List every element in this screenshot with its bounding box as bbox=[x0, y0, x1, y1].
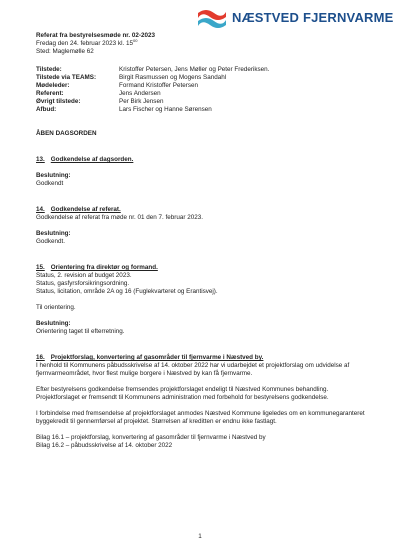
meeting-date-text: Fredag den 24. februar 2023 kl. 15 bbox=[36, 40, 133, 47]
attendance-row bbox=[36, 98, 366, 106]
meeting-date bbox=[36, 37, 366, 48]
attendance-value: Kristoffer Petersen, Jens Møller og Peter Frederiksen. bbox=[119, 66, 270, 73]
meeting-place: Sted: Maglemølle 62 bbox=[36, 48, 94, 55]
status-line: Status, licitation, område 2A og 16 (Fuglekvarteret og Erantisvej). bbox=[36, 288, 218, 295]
section-15-heading bbox=[36, 264, 366, 272]
attendance-value: Per Birk Jensen bbox=[119, 98, 164, 105]
decision-text: Godkendt bbox=[36, 180, 64, 187]
attendance-row bbox=[36, 66, 366, 74]
attachment-line: Bilag 16.1 – projektforslag, konvertering af gasområder til fjernvarme i Næstved by bbox=[36, 434, 266, 441]
page-number: 1 bbox=[198, 533, 202, 540]
attachment-line: Bilag 16.2 – påbudsskrivelse af 14. oktober 2022 bbox=[36, 442, 173, 449]
section-title: Godkendelse af referat. bbox=[50, 206, 121, 213]
attendance-label: Referent: bbox=[36, 90, 64, 97]
attendance-list bbox=[36, 66, 366, 114]
attendance-value: Jens Andersen bbox=[119, 90, 161, 97]
section-number: 14. bbox=[36, 206, 45, 213]
decision-text: Godkendt. bbox=[36, 238, 66, 245]
attendance-value: Formand Kristoffer Petersen bbox=[119, 82, 198, 89]
section-note: Til orientering. bbox=[36, 304, 76, 311]
section-paragraph: I forbindelse med fremsendelse af projektforslaget anmodes Næstved Kommune ligeledes om en kommunegaranteret byggekredit til gennemførsel af projektet. Størrelsen af kreditten er endnu ikke fastlagt. bbox=[36, 410, 365, 425]
section-number: 13. bbox=[36, 156, 45, 163]
section-13-heading bbox=[36, 156, 366, 164]
section-paragraph: I henhold til Kommunens påbudsskrivelse af 14. oktober 2022 har vi udarbejdet et projektforslag om udvidelse af fjernvarmeområdet, hvor flest mulige borgere i Næstved by kan få fjernvarme. bbox=[36, 362, 350, 377]
decision-label: Beslutning: bbox=[36, 320, 71, 327]
document-body bbox=[36, 32, 366, 450]
attendance-label: Tilstede: bbox=[36, 66, 62, 73]
section-paragraph: Efter bestyrelsens godkendelse fremsendes projektforslaget endeligt til Næstved Kommunes behandling. Projektforslaget er fremsendt til Kommunens administration med forbehold for bestyrelsens godkendelse. bbox=[36, 386, 329, 401]
attendance-row bbox=[36, 106, 366, 114]
attendance-label: Mødeleder: bbox=[36, 82, 70, 89]
status-line: Status, 2. revision af budget 2023. bbox=[36, 272, 132, 279]
attendance-value: Lars Fischer og Hanne Sørensen bbox=[119, 106, 212, 113]
attendance-row bbox=[36, 82, 366, 90]
section-title: Orientering fra direktør og formand. bbox=[50, 264, 158, 271]
logo-wave-icon bbox=[196, 7, 228, 29]
attendance-value: Birgit Rasmussen og Mogens Sandahl bbox=[119, 74, 227, 81]
decision-label: Beslutning: bbox=[36, 172, 71, 179]
section-number: 16. bbox=[36, 354, 45, 361]
attendance-label: Afbud: bbox=[36, 106, 57, 113]
section-number: 15. bbox=[36, 264, 45, 271]
attendance-row bbox=[36, 74, 366, 82]
section-title: Projektforslag, konvertering af gasområder til fjernvarme i Næstved by. bbox=[50, 354, 264, 361]
decision-label: Beslutning: bbox=[36, 230, 71, 237]
attendance-row bbox=[36, 90, 366, 98]
decision-text: Orientering taget til efterretning. bbox=[36, 328, 125, 335]
section-16-heading bbox=[36, 354, 366, 362]
meeting-time-superscript: 00 bbox=[132, 37, 138, 43]
meeting-title: Referat fra bestyrelsesmøde nr. 02-2023 bbox=[36, 32, 156, 39]
logo-text: NÆSTVED FJERNVARME bbox=[232, 10, 394, 25]
section-body: Godkendelse af referat fra møde nr. 01 den 7. februar 2023. bbox=[36, 214, 203, 221]
attendance-label: Øvrigt tilstede: bbox=[36, 98, 81, 105]
section-title: Godkendelse af dagsorden. bbox=[50, 156, 134, 163]
status-line: Status, gasfyrsforsikringsordning. bbox=[36, 280, 130, 287]
attendance-label: Tilstede via TEAMS: bbox=[36, 74, 97, 81]
section-14-heading bbox=[36, 206, 366, 214]
company-logo bbox=[196, 7, 392, 29]
open-agenda-heading: ÅBEN DAGSORDEN bbox=[36, 130, 97, 137]
